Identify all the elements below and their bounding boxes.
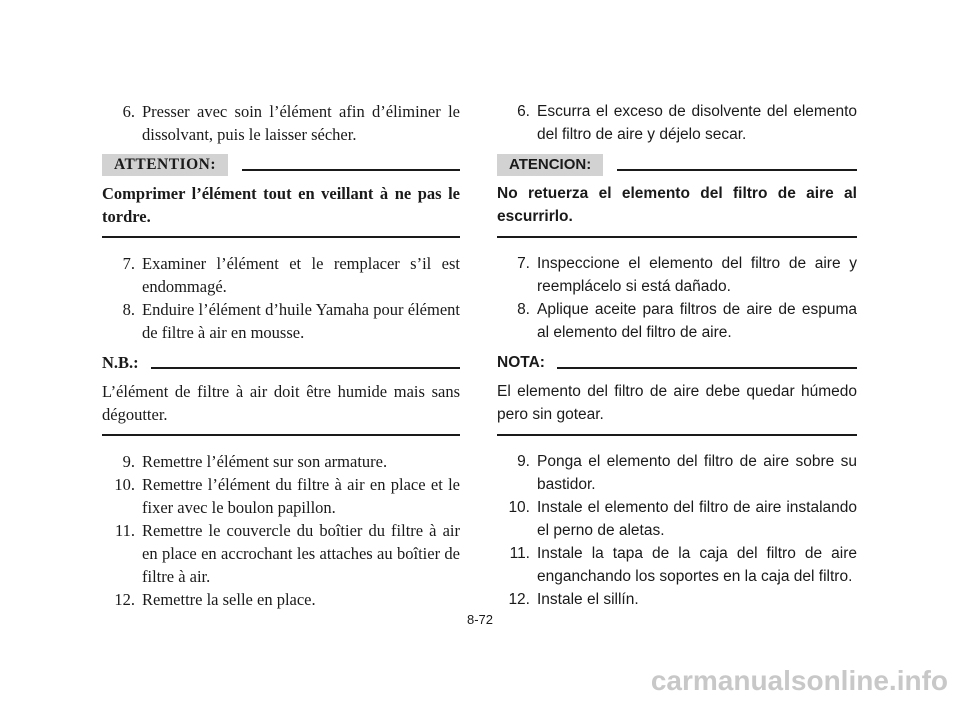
step-number: 12.: [114, 590, 135, 609]
attention-rule: [242, 169, 460, 171]
fr-nb-header: [102, 352, 460, 374]
step-text: Enduire l’élément d’huile Yamaha pour élément de filtre à air en mousse.: [142, 300, 460, 342]
step-text: Inspeccione el elemento del filtro de aire y reemplácelo si está dañado.: [537, 255, 857, 295]
es-step-7: [497, 252, 857, 298]
es-step-6: [497, 100, 857, 146]
es-step-8: [497, 298, 857, 344]
step-text: Instale el elemento del filtro de aire instalando el perno de aletas.: [537, 499, 857, 539]
nb-rule: [151, 367, 460, 369]
fr-step-9: [102, 450, 460, 473]
attention-badge: ATTENTION:: [102, 154, 228, 176]
step-number: 8.: [517, 301, 530, 318]
nota-rule: [557, 367, 857, 369]
step-text: Remettre le couvercle du boîtier du filtre à air en place en accrochant les attaches au boîtier de filtre à air.: [142, 521, 460, 586]
step-number: 10.: [114, 475, 135, 494]
step-number: 8.: [122, 300, 135, 319]
es-attention-end-rule: [497, 236, 857, 238]
es-attention-header: [497, 154, 857, 176]
es-step-11: [497, 542, 857, 588]
es-nota-header: [497, 352, 857, 374]
attention-badge: ATENCION:: [497, 154, 603, 176]
step-number: 9.: [517, 453, 530, 470]
step-text: Escurra el exceso de disolvente del elemento del filtro de aire y déjelo secar.: [537, 103, 857, 143]
nota-label: NOTA:: [497, 354, 545, 371]
step-text: Instale la tapa de la caja del filtro de aire enganchando los soportes en la caja del filtro.: [537, 545, 857, 585]
step-text: Aplique aceite para filtros de aire de espuma al elemento del filtro de aire.: [537, 301, 857, 341]
step-number: 7.: [122, 254, 135, 273]
step-text: Instale el sillín.: [537, 591, 639, 608]
step-number: 6.: [517, 103, 530, 120]
fr-step-6: [102, 100, 460, 146]
step-number: 10.: [508, 499, 530, 516]
fr-step-12: [102, 588, 460, 611]
es-step-10: [497, 496, 857, 542]
es-step-9: [497, 450, 857, 496]
fr-nb-end-rule: [102, 434, 460, 436]
es-attention-text: No retuerza el elemento del filtro de aire al escurrirlo.: [497, 185, 857, 225]
nb-label: N.B.:: [102, 353, 139, 372]
spanish-column: [497, 100, 857, 611]
fr-attention-header: [102, 154, 460, 176]
step-text: Ponga el elemento del filtro de aire sobre su bastidor.: [537, 453, 857, 493]
attention-rule: [617, 169, 857, 171]
fr-step-8: [102, 298, 460, 344]
step-number: 6.: [122, 102, 135, 121]
fr-step-7: [102, 252, 460, 298]
step-text: Remettre l’élément du filtre à air en place et le fixer avec le boulon papillon.: [142, 475, 460, 517]
fr-attention-end-rule: [102, 236, 460, 238]
step-number: 11.: [509, 545, 530, 562]
step-number: 9.: [122, 452, 135, 471]
step-number: 11.: [114, 521, 135, 540]
step-text: Remettre la selle en place.: [142, 590, 316, 609]
es-nota-text: El elemento del filtro de aire debe quedar húmedo pero sin gotear.: [497, 383, 857, 423]
step-number: 12.: [508, 591, 530, 608]
es-nota-end-rule: [497, 434, 857, 436]
french-column: [102, 100, 460, 611]
step-text: Remettre l’élément sur son armature.: [142, 452, 388, 471]
step-number: 7.: [517, 255, 530, 272]
fr-attention-text: Comprimer l’élément tout en veillant à ne pas le tordre.: [102, 184, 460, 226]
step-text: Examiner l’élément et le remplacer s’il est endommagé.: [142, 254, 460, 296]
page-number: 8-72: [466, 612, 494, 627]
es-step-12: [497, 588, 857, 611]
fr-step-10: [102, 473, 460, 519]
step-text: Presser avec soin l’élément afin d’éliminer le dissolvant, puis le laisser sécher.: [142, 102, 460, 144]
fr-step-11: [102, 519, 460, 588]
fr-nb-text: L’élément de filtre à air doit être humide mais sans dégoutter.: [102, 382, 460, 424]
watermark: carmanualsonline.info: [650, 665, 948, 696]
